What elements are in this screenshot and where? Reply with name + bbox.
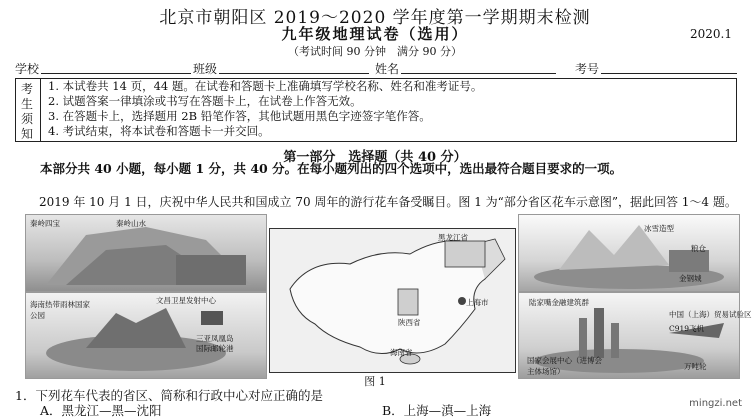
china-map: 陕西省 黑龙江省 上海市 海南省: [269, 228, 516, 373]
name-blank: [401, 73, 556, 74]
student-info-line: [15, 60, 737, 76]
class-blank: [219, 73, 369, 74]
id-blank: [601, 73, 737, 74]
school-blank: [41, 73, 191, 74]
name-label: 姓名: [375, 62, 400, 76]
exam-subtitle: 九年级地理试卷（选用）: [281, 25, 469, 43]
notice-item: 4. 考试结束，将本试卷和答题卡一并交回。: [48, 124, 270, 138]
exam-notice-box: [15, 78, 737, 142]
hainan-float-photo: 海南热带雨林国家公园 文昌卫星发射中心 三亚凤凰岛 国际邮轮港: [25, 292, 267, 379]
notice-item: 2. 试题答案一律填涂或书写在答题卡上，在试卷上作答无效。: [48, 94, 362, 108]
float-illustration-icon: [519, 215, 739, 291]
option-b[interactable]: B．上海—滇—上海: [382, 403, 492, 418]
part-heading: 第一部分 选择题（共 40 分）: [283, 150, 467, 165]
part-description: 本部分共 40 小题，每小题 1 分，共 40 分。在每小题列出的四个选项中，选出最符合题目要求的一项。: [40, 161, 623, 176]
question-intro: 2019 年 10 月 1 日，庆祝中华人民共和国成立 70 周年的游行花车备受瞩目。图 1 为“部分省区花车示意图”，据此回答 1～4 题。: [39, 195, 737, 209]
notice-item: 3. 在答题卡上，选择题用 2B 铅笔作答，其他试题用黑色字迹签字笔作答。: [48, 109, 431, 123]
notice-item: 1. 本试卷共 14 页，44 题。在试卷和答题卡上准确填写学校名称、姓名和准考证号。: [48, 79, 483, 93]
exam-date: 2020.1: [690, 27, 732, 41]
float-illustration-icon: [26, 215, 266, 291]
school-label: 学校: [15, 62, 40, 76]
exam-title: 北京市朝阳区 2019～2020 学年度第一学期期末检测: [159, 8, 591, 28]
option-a[interactable]: A．黑龙江—黑—沈阳: [40, 403, 162, 418]
question-1: 1．下列花车代表的省区、简称和行政中心对应正确的是: [15, 388, 323, 403]
notice-side-label: 考 生 须 知: [16, 79, 41, 141]
figure-1: [15, 212, 752, 377]
notice-items: [48, 79, 482, 139]
class-label: 班级: [193, 62, 218, 76]
watermark: mingzi.net: [689, 398, 742, 409]
exam-note: （考试时间 90 分钟 满分 90 分）: [288, 45, 462, 58]
heilongjiang-float-photo: 冰雪造型 粮仓 金钢城: [518, 214, 740, 292]
shanghai-float-photo: 陆家嘴金融建筑群 中国（上海）贸易试验区 C919飞机 国家会展中心（进博会主体场馆） 万吨轮: [518, 292, 740, 379]
shaanxi-float-photo: 秦岭四宝 秦岭山水: [25, 214, 267, 292]
figure-caption: 图 1: [364, 375, 386, 388]
id-label: 考号: [575, 62, 600, 76]
